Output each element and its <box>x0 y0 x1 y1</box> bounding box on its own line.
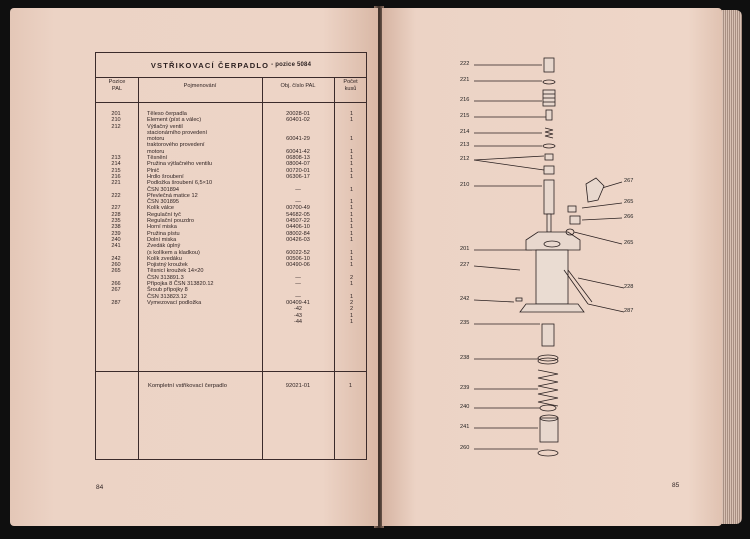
row-number: 04406-10 <box>286 224 310 231</box>
callout-label: 240 <box>460 404 470 410</box>
callout-label: 212 <box>460 156 470 162</box>
page-number-right: 85 <box>672 482 680 489</box>
row-number: -42 <box>293 306 303 313</box>
row-qty: 1 <box>349 155 354 162</box>
row-pos: 210 <box>111 117 121 124</box>
parts-table <box>95 52 367 460</box>
row-qty: 1 <box>349 167 354 174</box>
row-qty: 1 <box>349 293 354 300</box>
row-name: ČSN 301895 <box>147 199 180 206</box>
callout-label: 239 <box>460 385 470 391</box>
table-title-bar <box>96 53 366 78</box>
row-pos: 221 <box>111 180 121 187</box>
header-divider <box>96 102 366 103</box>
row-qty: 1 <box>349 117 354 124</box>
row-number: 60041-29 <box>286 136 310 143</box>
row-qty: 1 <box>349 281 354 288</box>
row-qty: 1 <box>349 312 354 319</box>
row-pos: 227 <box>111 205 121 212</box>
callout-label: 235 <box>460 320 470 326</box>
row-qty: 1 <box>349 318 354 325</box>
callout-label: 214 <box>460 129 470 135</box>
row-number: 20028-01 <box>286 111 310 117</box>
callout-label: 265 <box>624 199 634 205</box>
row-qty: 1 <box>349 224 354 231</box>
callout-label: 216 <box>460 97 470 103</box>
row-number: — <box>295 199 301 206</box>
row-name: Hrdlo šroubení <box>147 173 184 180</box>
row-pos: 241 <box>111 243 121 250</box>
header-pos-line1: Pozice <box>108 79 126 85</box>
total-qty: 1 <box>348 383 353 389</box>
row-name: Těleso čerpadla <box>147 111 187 117</box>
table-title: VSTŘIKOVACÍ ČERPADLO <box>150 60 270 70</box>
row-number: 00490-06 <box>286 262 310 269</box>
row-qty: 1 <box>349 255 354 262</box>
row-name: (s kolíkem a kladkou) <box>147 249 200 256</box>
row-qty: 1 <box>349 186 354 193</box>
row-name: ČSN 313823.12 <box>147 293 187 300</box>
row-pos: 266 <box>111 281 121 288</box>
row-name: Zvedák úplný <box>147 243 181 250</box>
row-name: Dolní miska <box>147 236 177 243</box>
row-name: motoru <box>147 148 165 155</box>
row-qty: 1 <box>349 211 354 218</box>
row-name: Těsnicí kroužek 14×20 <box>147 268 204 275</box>
row-name: ČSN 313891.3 <box>147 274 184 281</box>
row-pos: 235 <box>111 218 121 225</box>
callout-label: 222 <box>460 61 470 67</box>
row-number: 00720-01 <box>286 167 310 174</box>
exploded-diagram <box>382 8 722 478</box>
callout-label: 265 <box>624 240 634 246</box>
row-name: Výtlačný ventil <box>147 123 183 130</box>
row-pos: 201 <box>111 111 121 117</box>
row-number: — <box>295 293 301 300</box>
callout-label: 228 <box>624 284 634 290</box>
row-qty: 1 <box>349 136 354 143</box>
row-name: Horní miska <box>147 224 177 231</box>
row-pos: 238 <box>111 224 121 231</box>
row-pos: 228 <box>111 211 121 218</box>
row-pos: 212 <box>111 123 121 130</box>
callout-label: 241 <box>460 424 470 430</box>
row-name: Vymezovací podložka <box>147 299 202 306</box>
row-pos: 239 <box>111 230 121 237</box>
header-qty-line1: Počet <box>343 79 358 85</box>
row-pos: 213 <box>111 155 121 162</box>
callout-label: 201 <box>460 246 470 252</box>
header-qty <box>334 79 367 93</box>
callout-label: 242 <box>460 296 470 302</box>
callout-label: 215 <box>460 113 470 119</box>
row-pos: 267 <box>111 287 121 294</box>
row-qty: 1 <box>349 230 354 237</box>
row-number: — <box>295 274 301 281</box>
row-pos: 265 <box>111 268 121 275</box>
row-name: Regulační tyč <box>147 211 181 218</box>
row-number: 54682-05 <box>286 211 310 218</box>
row-qty: 2 <box>349 299 354 306</box>
row-number: 08004-07 <box>286 161 310 168</box>
table-row <box>96 319 366 325</box>
row-number: 60041-42 <box>286 148 310 155</box>
row-qty: 1 <box>349 236 354 243</box>
row-qty: 1 <box>349 161 354 168</box>
callout-label: 266 <box>624 214 634 220</box>
row-qty: 1 <box>349 218 354 225</box>
row-number: -43 <box>293 312 303 319</box>
row-number: — <box>295 281 301 288</box>
row-number: 60022-52 <box>286 249 310 256</box>
header-qty-line2: kusů <box>344 86 357 92</box>
row-name: traktorového provedení <box>147 142 205 149</box>
row-number: -44 <box>293 318 303 325</box>
row-name: Těsnění <box>147 155 168 162</box>
table-subtitle: - pozice 5084 <box>271 62 312 68</box>
row-pos: 216 <box>111 173 121 180</box>
table-body <box>96 111 366 325</box>
row-number: 00426-03 <box>286 236 310 243</box>
row-number: 06306-17 <box>286 173 310 180</box>
row-pos: 240 <box>111 236 121 243</box>
row-pos: 260 <box>111 262 121 269</box>
row-pos: 287 <box>111 299 121 306</box>
callout-label: 238 <box>460 355 470 361</box>
row-number: 04507-22 <box>286 218 310 225</box>
row-pos: 214 <box>111 161 121 168</box>
row-number: 00700-49 <box>286 205 310 212</box>
row-name: Převlečná matice 12 <box>147 192 198 199</box>
header-number: Obj. číslo PAL <box>280 83 316 89</box>
row-name: Kolík válce <box>147 205 175 212</box>
row-qty: 1 <box>349 262 354 269</box>
row-name: Přípojka 8 ČSN 313820.12 <box>147 281 214 288</box>
row-name: motoru <box>147 136 165 143</box>
row-qty: 1 <box>349 111 354 117</box>
row-qty: 1 <box>349 148 354 155</box>
row-qty: 1 <box>349 173 354 180</box>
row-number: — <box>295 186 301 193</box>
callout-label: 227 <box>460 262 470 268</box>
row-name: Šroub přípojky 8 <box>147 287 188 294</box>
row-pos: 242 <box>111 255 121 262</box>
row-name: Plnič <box>147 167 160 174</box>
total-divider <box>96 371 366 372</box>
callout-label: 221 <box>460 77 470 83</box>
total-name: Kompletní vstřikovací čerpadlo <box>148 383 227 389</box>
row-number: 08002-84 <box>286 230 310 237</box>
row-qty: 2 <box>349 274 354 281</box>
header-pos <box>96 79 138 93</box>
row-number: 06808-13 <box>286 155 310 162</box>
row-pos: 222 <box>111 192 121 199</box>
header-name: Pojmenování <box>183 83 217 89</box>
row-qty: 1 <box>349 199 354 206</box>
callout-label: 210 <box>460 182 470 188</box>
callout-label: 260 <box>460 445 470 451</box>
row-number: 00409-41 <box>286 299 310 306</box>
callout-label: 267 <box>624 178 634 184</box>
row-name: Pružina pístu <box>147 230 180 237</box>
callout-label: 213 <box>460 142 470 148</box>
callout-label: 287 <box>624 308 634 314</box>
row-name: Regulační pouzdro <box>147 218 194 225</box>
row-name: Kolík zvedáku <box>147 255 182 262</box>
row-name: stacionárního provedení <box>147 129 208 136</box>
row-number: 00506-10 <box>286 255 310 262</box>
row-number: 60401-02 <box>286 117 310 124</box>
total-number: 92021-01 <box>285 383 311 389</box>
page-number-left: 84 <box>96 484 104 491</box>
row-qty: 1 <box>349 205 354 212</box>
row-name: Pojistný kroužek <box>147 262 188 269</box>
header-pos-line2: PAL <box>111 86 123 92</box>
row-qty: 1 <box>349 249 354 256</box>
row-name: ČSN 301894 <box>147 186 180 193</box>
row-name: Podložka šroubení 6,5×10 <box>147 180 213 187</box>
page-edges <box>720 10 742 524</box>
row-qty: 2 <box>349 306 354 313</box>
row-name: Pružina výtlačného ventilu <box>147 161 212 168</box>
row-name: Element (píst a válec) <box>147 117 202 124</box>
row-pos: 215 <box>111 167 121 174</box>
